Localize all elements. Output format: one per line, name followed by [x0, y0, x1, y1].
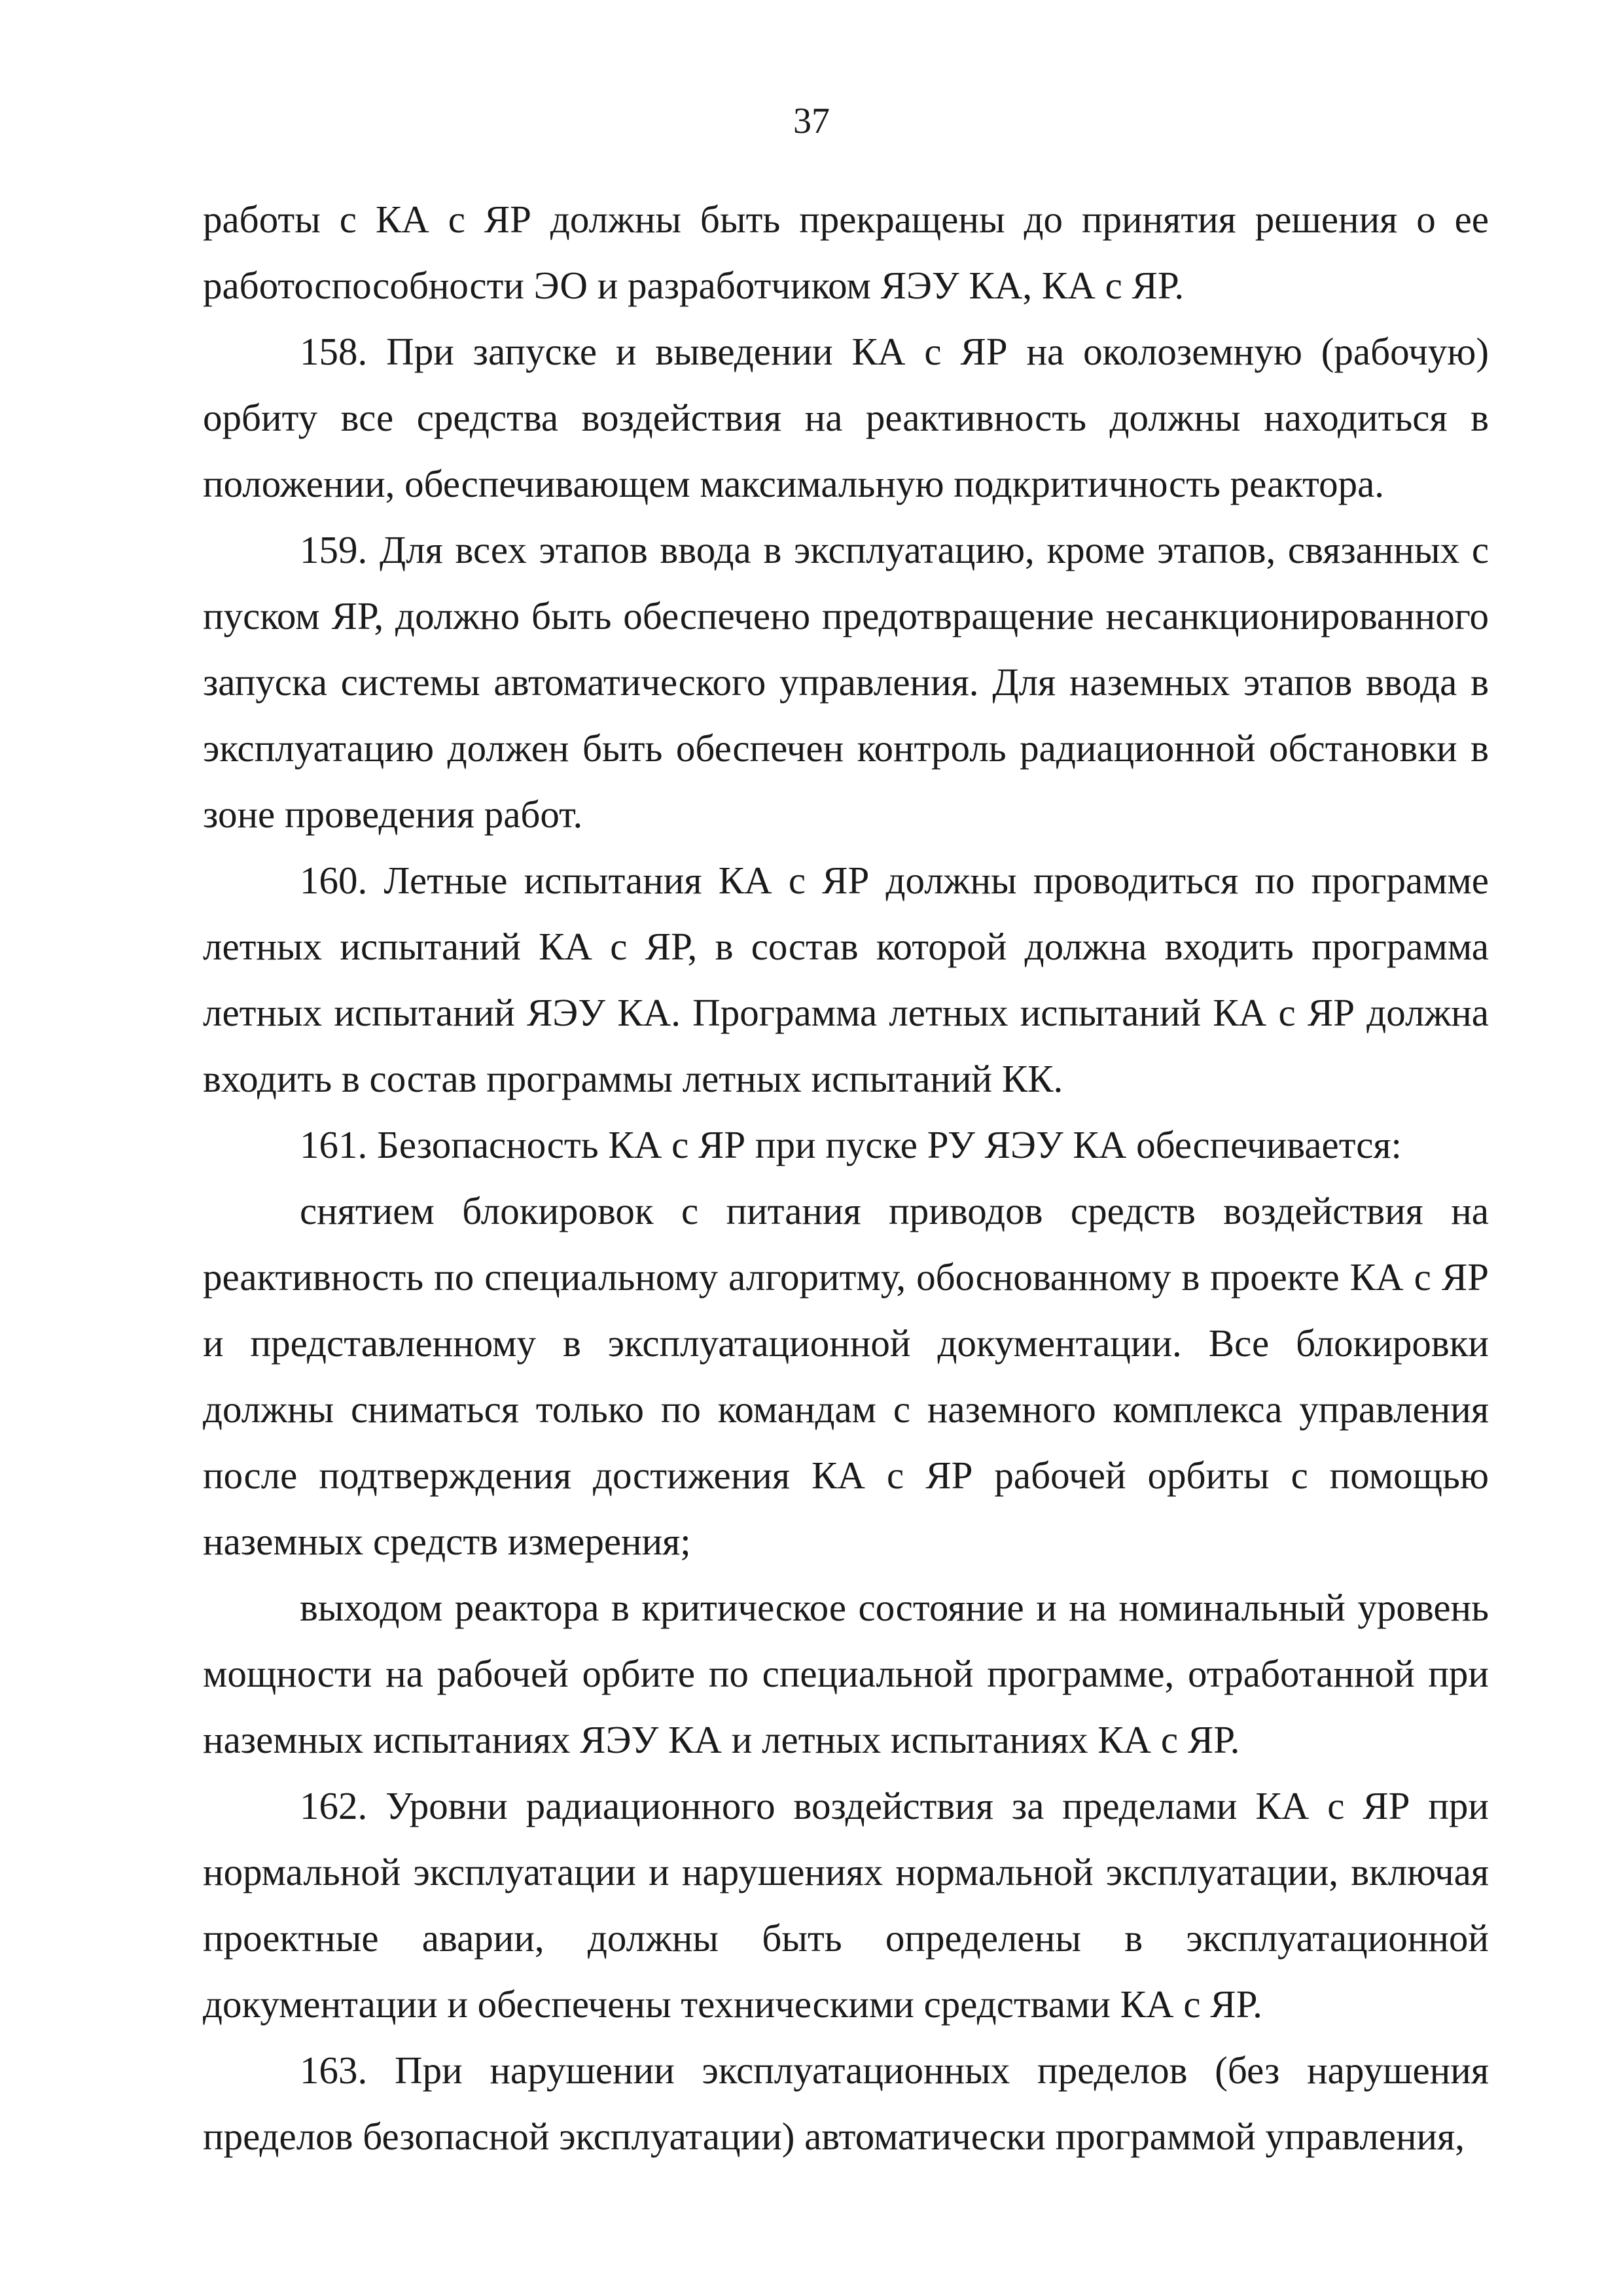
paragraph-continuation: работы с КА с ЯР должны быть прекращены до принятия решения о ее работоспособности ЭО и разработчиком ЯЭУ КА, КА с ЯР.	[203, 198, 1489, 307]
paragraph-160: 160. Летные испытания КА с ЯР должны проводиться по программе летных испытаний КА с ЯР, в состав которой должна входить программа летных испытаний ЯЭУ КА. Программа летных испытаний КА с ЯР должна входить в состав программы летных испытаний КК.	[203, 859, 1489, 1100]
paragraph-161-item-1: снятием блокировок с питания приводов средств воздействия на реактивность по специальному алгоритму, обоснованному в проекте КА с ЯР и представленному в эксплуатационной документации. Все блокировки должны сниматься только по командам с наземного комплекса управления после подтверждения достижения КА с ЯР рабочей орбиты с помощью наземных средств измерения;	[203, 1189, 1489, 1563]
page-number: 37	[793, 101, 830, 141]
paragraph-158: 158. При запуске и выведении КА с ЯР на околоземную (рабочую) орбиту все средства воздействия на реактивность должны находиться в положении, обеспечивающем максимальную подкритичность реактора.	[203, 330, 1489, 505]
paragraph-161: 161. Безопасность КА с ЯР при пуске РУ ЯЭУ КА обеспечивается:	[300, 1123, 1402, 1166]
paragraph-161-item-2: выходом реактора в критическое состояние и на номинальный уровень мощности на рабочей орбите по специальной программе, отработанной при наземных испытаниях ЯЭУ КА и летных испытаниях КА с ЯР.	[203, 1586, 1489, 1761]
paragraph-159: 159. Для всех этапов ввода в эксплуатацию, кроме этапов, связанных с пуском ЯР, должно быть обеспечено предотвращение несанкционированного запуска системы автоматического управления. Для наземных этапов ввода в эксплуатацию должен быть обеспечен контроль радиационной обстановки в зоне проведения работ.	[203, 528, 1489, 836]
document-body	[203, 187, 1489, 2170]
paragraph-163: 163. При нарушении эксплуатационных пределов (без нарушения пределов безопасной эксплуатации) автоматически программой управления,	[203, 2049, 1489, 2158]
paragraph-162: 162. Уровни радиационного воздействия за пределами КА с ЯР при нормальной эксплуатации и нарушениях нормальной эксплуатации, включая проектные аварии, должны быть определены в эксплуатационной документации и обеспечены техническими средствами КА с ЯР.	[203, 1784, 1489, 2026]
